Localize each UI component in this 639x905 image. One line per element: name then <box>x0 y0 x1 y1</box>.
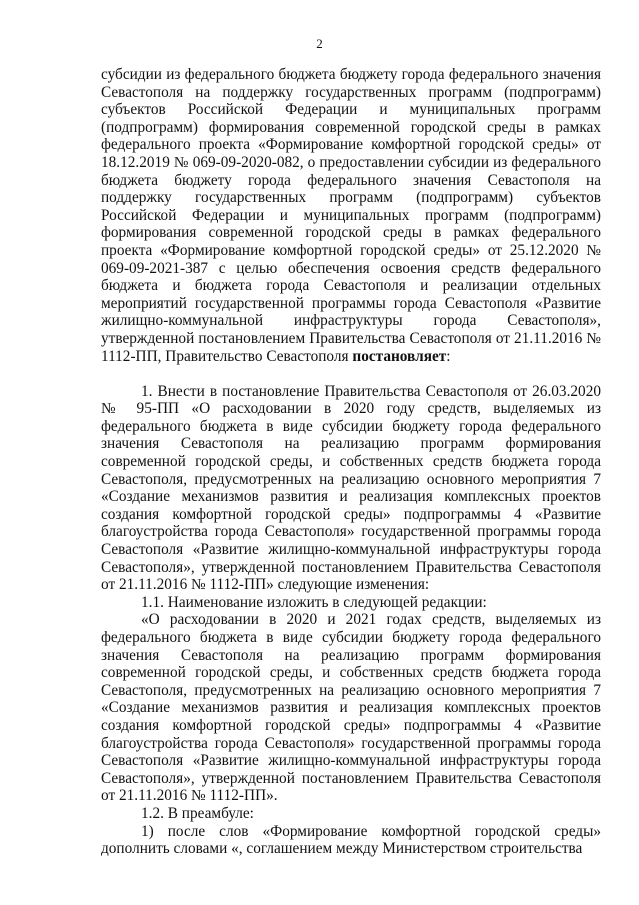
new-title-paragraph: «О расходовании в 2020 и 2021 годах средств, выделяемых из федерального бюджета в виде субсидии бюджету города федерального значения Севастополя на реализацию программ формирования современной городской среды, и собственных средств бюджета города Севастополя, предусмотренных на реализацию основного мероприятия 7 «Создание механизмов развития и реализация комплексных проектов создания комфортной городской среды» подпрограммы 4 «Развитие благоустройства города Севастополя» государственной программы города Севастополя «Развитие жилищно-коммунальной инфраструктуры города Севастополя», утвержденной постановлением Правительства Севастополя от 21.11.2016 № 1112-ПП». <box>101 611 601 805</box>
preamble-text: субсидии из федерального бюджета бюджету города федерального значения Севастополя на поддержку государственных программ (подпрограмм) субъектов Российской Федерации и муниципальных программ (подпрограмм) формирования современной городской среды в рамках федерального проекта «Формирование комфортной городской среды» от 18.12.2019 № 069-09-2020-082, о предоставлении субсидии из федерального бюджета бюджету города федерального значения Севастополя на поддержку государственных программ (подпрограмм) субъектов Российской Федерации и муниципальных программ (подпрограмм) формирования современной городской среды в рамках федерального проекта «Формирование комфортной городской среды» от 25.12.2020 № 069-09-2021-387 с целью обеспечения освоения средств федерального бюджета и бюджета города Севастополя и реализации отдельных мероприятий государственной программы города Севастополя «Развитие жилищно-коммунальной инфраструктуры города Севастополя», утвержденной постановлением Правительства Севастополя от 21.11.2016 № 1112-ПП, Правительство Севастополя <box>101 66 601 365</box>
clause-1-1-paragraph: 1.1. Наименование изложить в следующей редакции: <box>141 593 487 611</box>
subclause-1-paragraph: 1) после слов «Формирование комфортной городской среды» дополнить словами «, соглашением между Министерством строительства <box>101 822 601 858</box>
preamble-paragraph <box>101 66 601 365</box>
clause-1-2-paragraph: 1.2. В преамбуле: <box>141 804 254 822</box>
resolution-keyword: постановляет <box>352 347 447 365</box>
preamble-colon: : <box>446 347 451 365</box>
document-body <box>101 66 601 858</box>
clause-1-paragraph: 1. Внести в постановление Правительства Севастополя от 26.03.2020 № 95-ПП «О расходовании в 2020 году средств, выделяемых из федерального бюджета в виде субсидии бюджету города федерального значения Севастополя на реализацию программ формирования современной городской среды, и собственных средств бюджета города Севастополя, предусмотренных на реализацию основного мероприятия 7 «Создание механизмов развития и реализация комплексных проектов создания комфортной городской среды» подпрограммы 4 «Развитие благоустройства города Севастополя» государственной программы города Севастополя «Развитие жилищно-коммунальной инфраструктуры города Севастополя», утвержденной постановлением Правительства Севастополя от 21.11.2016 № 1112-ПП» следующие изменения: <box>101 382 601 594</box>
page-number: 2 <box>316 36 323 51</box>
